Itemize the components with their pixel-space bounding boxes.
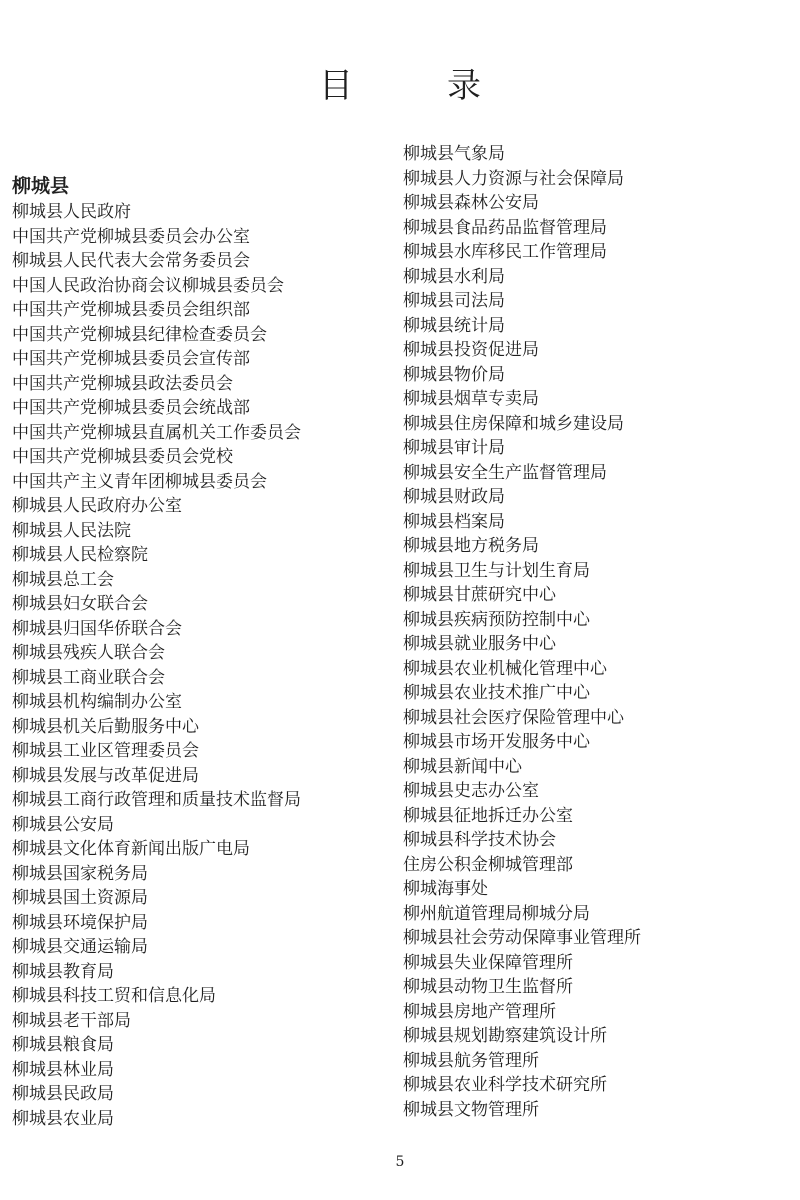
toc-entry: 柳城县地方税务局 — [403, 536, 539, 556]
toc-entry: 中国共产主义青年团柳城县委员会 — [12, 471, 267, 492]
toc-entry: 柳城县科技工贸和信息化局 — [12, 986, 216, 1006]
toc-entry: 柳城县公安局 — [12, 814, 114, 835]
toc-entry: 柳城县气象局 — [403, 144, 505, 164]
toc-entry: 柳城县总工会 — [12, 569, 114, 590]
toc-entry: 柳城县水利局 — [403, 266, 505, 287]
toc-entry: 柳城县新闻中心 — [403, 756, 522, 777]
page-number: 5 — [395, 1154, 405, 1170]
toc-entry: 柳城县残疾人联合会 — [12, 643, 165, 663]
toc-entry: 柳城县人民检察院 — [12, 545, 148, 565]
toc-entry: 柳城县动物卫生监督所 — [403, 977, 573, 997]
toc-entry: 柳城县审计局 — [403, 438, 505, 458]
toc-entry: 柳城县市场开发服务中心 — [403, 732, 590, 752]
toc-entry: 柳城县文物管理所 — [403, 1099, 539, 1120]
toc-entry: 柳城县司法局 — [403, 291, 505, 311]
toc-entry: 柳城县工业区管理委员会 — [12, 741, 199, 761]
toc-entry: 柳城县疾病预防控制中心 — [403, 609, 590, 630]
toc-entry: 柳城县社会医疗保险管理中心 — [403, 707, 624, 728]
toc-entry: 柳城县人力资源与社会保障局 — [403, 168, 624, 189]
toc-entry: 柳城县征地拆迁办公室 — [403, 805, 573, 826]
toc-entry: 中国共产党柳城县委员会统战部 — [12, 398, 250, 418]
toc-entry: 柳城县科学技术协会 — [403, 830, 556, 850]
page-title: 目 录 — [319, 66, 511, 106]
toc-entry: 柳城海事处 — [403, 879, 488, 899]
toc-entry: 中国共产党柳城县委员会组织部 — [12, 300, 250, 320]
toc-entry: 柳城县安全生产监督管理局 — [403, 462, 607, 483]
toc-entry: 柳城县人民法院 — [12, 520, 131, 541]
toc-entry: 柳城县卫生与计划生育局 — [403, 560, 590, 581]
toc-entry: 柳城县规划勘察建筑设计所 — [403, 1026, 607, 1046]
toc-entry: 柳城县环境保护局 — [12, 912, 148, 933]
toc-entry: 柳城县人民政府 — [12, 202, 131, 222]
toc-entry: 柳城县机构编制办公室 — [12, 692, 182, 712]
toc-entry: 柳城县史志办公室 — [403, 781, 539, 801]
toc-entry: 柳城县归国华侨联合会 — [12, 618, 182, 639]
toc-entry: 柳城县水库移民工作管理局 — [403, 242, 607, 262]
toc-entry: 柳城县房地产管理所 — [403, 1001, 556, 1022]
toc-entry: 中国共产党柳城县委员会宣传部 — [12, 349, 250, 369]
toc-entry: 柳城县就业服务中心 — [403, 634, 556, 654]
toc-entry: 柳城县投资促进局 — [403, 340, 539, 360]
toc-entry: 柳城县森林公安局 — [403, 193, 539, 213]
toc-entry: 中国共产党柳城县政法委员会 — [12, 373, 233, 394]
toc-entry: 柳城县工商行政管理和质量技术监督局 — [12, 790, 301, 810]
toc-entry: 柳城县住房保障和城乡建设局 — [403, 413, 624, 434]
toc-entry: 柳城县文化体育新闻出版广电局 — [12, 839, 250, 859]
toc-entry: 柳城县民政局 — [12, 1084, 114, 1104]
toc-entry: 柳城县老干部局 — [12, 1010, 131, 1031]
toc-entry: 柳城县国家税务局 — [12, 863, 148, 884]
toc-entry: 柳城县甘蔗研究中心 — [403, 585, 556, 605]
toc-entry: 柳城县林业局 — [12, 1059, 114, 1080]
toc-entry: 柳城县工商业联合会 — [12, 667, 165, 688]
toc-entry: 柳城县农业技术推广中心 — [403, 683, 590, 703]
toc-entry: 柳城县人民政府办公室 — [12, 496, 182, 516]
toc-left-column — [12, 172, 382, 1131]
toc-entry: 柳城县烟草专卖局 — [403, 389, 539, 409]
toc-entry: 柳城县统计局 — [403, 315, 505, 336]
toc-entry: 柳城县档案局 — [403, 511, 505, 532]
toc-entry: 柳城县农业局 — [12, 1108, 114, 1129]
toc-entry: 柳城县农业科学技术研究所 — [403, 1075, 607, 1095]
toc-entry: 柳城县发展与改革促进局 — [12, 765, 199, 786]
toc-entry: 柳城县社会劳动保障事业管理所 — [403, 928, 641, 948]
toc-entry: 中国共产党柳城县委员会办公室 — [12, 226, 250, 247]
toc-entry: 柳城县物价局 — [403, 364, 505, 385]
toc-entry: 中国共产党柳城县委员会党校 — [12, 447, 233, 467]
toc-entry: 中国共产党柳城县直属机关工作委员会 — [12, 422, 301, 443]
toc-entry: 中国共产党柳城县纪律检查委员会 — [12, 324, 267, 345]
toc-entry: 柳城县妇女联合会 — [12, 594, 148, 614]
toc-entry: 柳城县财政局 — [403, 487, 505, 507]
toc-entry: 柳城县农业机械化管理中心 — [403, 658, 607, 679]
toc-entry: 柳州航道管理局柳城分局 — [403, 903, 590, 924]
toc-entry: 柳城县航务管理所 — [403, 1050, 539, 1071]
toc-entry: 柳城县教育局 — [12, 961, 114, 982]
toc-entry: 柳城县失业保障管理所 — [403, 952, 573, 973]
toc-entry: 柳城县国土资源局 — [12, 888, 148, 908]
toc-right-column — [403, 142, 793, 1122]
toc-entry: 中国人民政治协商会议柳城县委员会 — [12, 275, 284, 296]
toc-entry: 柳城县粮食局 — [12, 1035, 114, 1055]
toc-entry: 柳城县机关后勤服务中心 — [12, 716, 199, 737]
toc-entry: 柳城县食品药品监督管理局 — [403, 217, 607, 238]
section-heading: 柳城县 — [12, 175, 70, 197]
toc-entry: 住房公积金柳城管理部 — [403, 854, 573, 875]
toc-entry: 柳城县交通运输局 — [12, 937, 148, 957]
toc-entry: 柳城县人民代表大会常务委员会 — [12, 251, 250, 271]
